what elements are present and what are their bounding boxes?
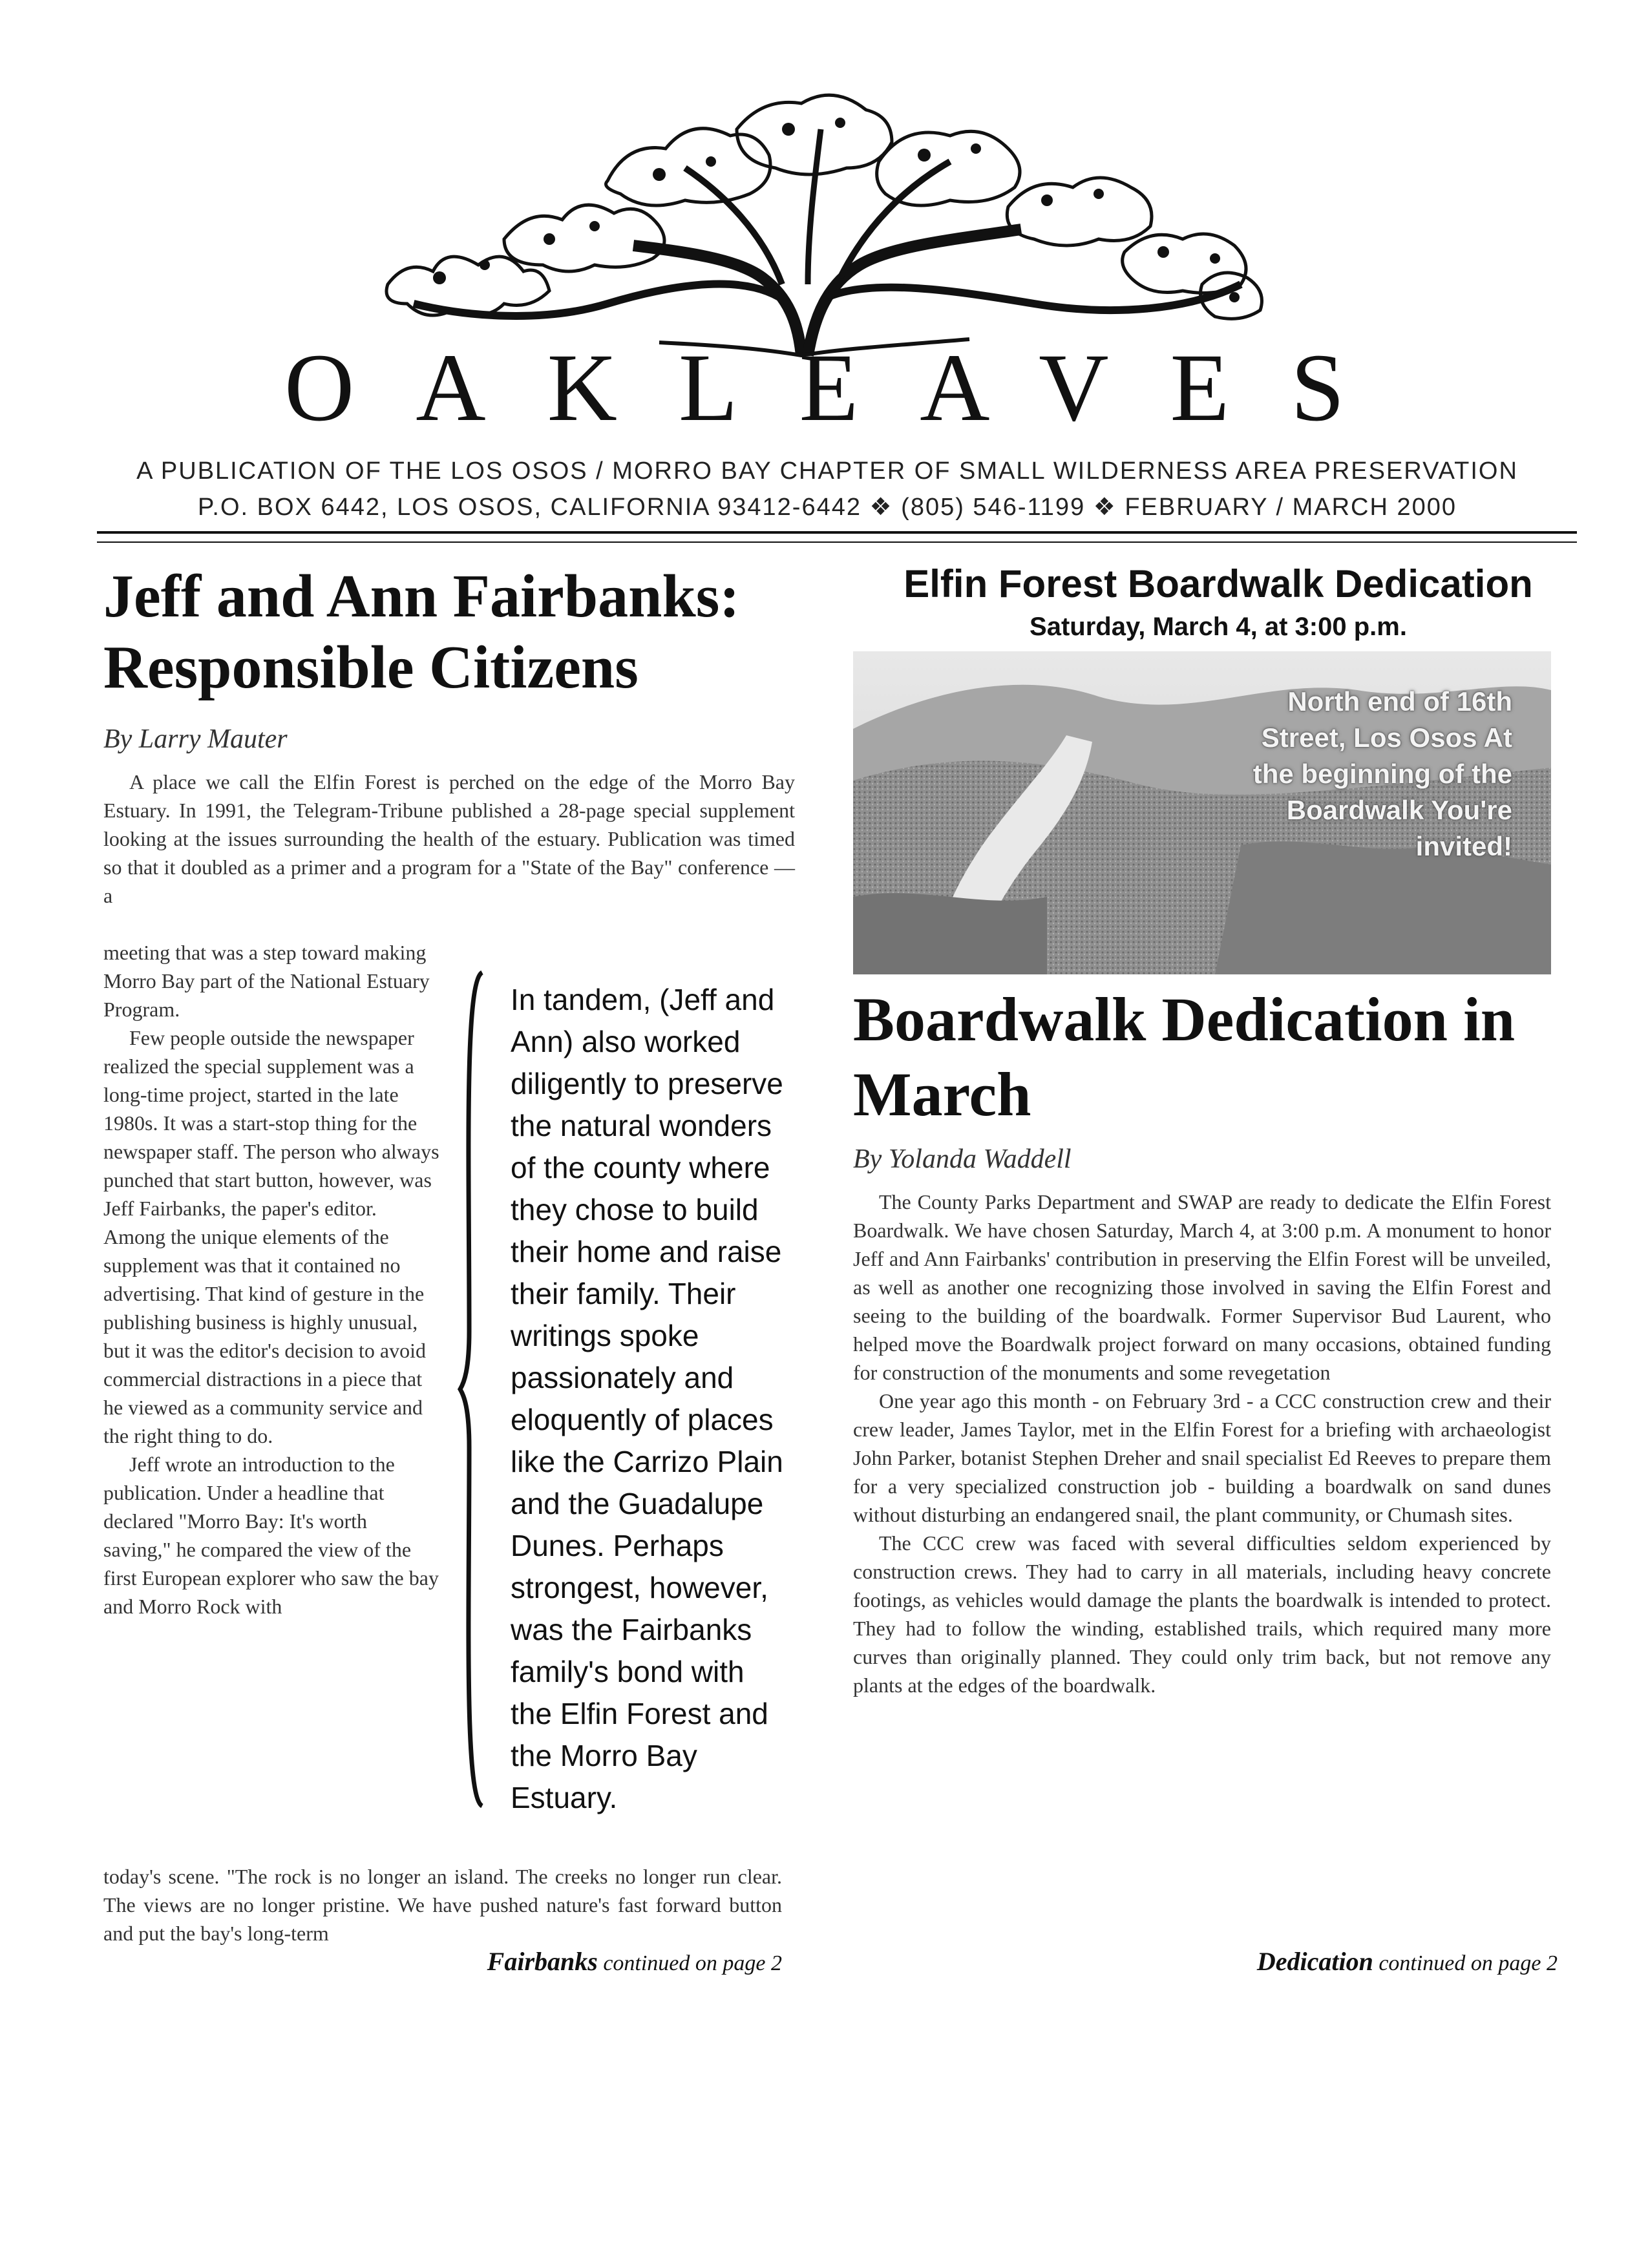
- continued-key: Dedication: [1256, 1947, 1373, 1976]
- fairbanks-paragraph-3: Few people outside the newspaper realized the special supplement was a long-time project, started in the late 1980s. It was a start-stop thing for the newspaper staff. The person who always punched that start button, however, was Jeff Fairbanks, the paper's editor. Among the unique elements of the supplement was that it contained no advertising. That kind of gesture in the publishing business is highly unusual, but it was the editor's decision to avoid commercial distractions in a piece that he viewed as a community service and the right thing to do.: [103, 1026, 439, 1447]
- boardwalk-photo: [853, 651, 1551, 974]
- fairbanks-pull-quote: In tandem, (Jeff and Ann) also worked diligently to preserve the natural wonders of the county where they chose to build their home and raise their family. Their writings spoke passionately and eloquently of places like the Carrizo Plain and the Guadalupe Dunes. Perhaps strongest, however, was the Fairbanks family's bond with the Elfin Forest and the Morro Bay Estuary.: [511, 983, 783, 1814]
- fairbanks-byline: By Larry Mauter: [103, 724, 288, 754]
- oak-tree-icon: [271, 90, 1357, 362]
- dedication-continued-link[interactable]: [1163, 1946, 1558, 1977]
- fairbanks-narrow-column: [103, 938, 439, 1621]
- pull-quote-brace: [458, 969, 490, 1809]
- fairbanks-paragraph-4: Jeff wrote an introduction to the publication. Under a headline that declared "Morro Bay: It's worth saving," he compared the view of the first European explorer who saw the bay and Morro Rock with: [103, 1453, 439, 1618]
- publication-line: A PUBLICATION OF THE LOS OSOS / MORRO BAY CHAPTER OF SMALL WILDERNESS AREA PRESERVATION: [136, 457, 1518, 485]
- fairbanks-paragraph-2: meeting that was a step toward making Morro Bay part of the National Estuary Program.: [103, 941, 430, 1021]
- boardwalk-body: [853, 1188, 1551, 1699]
- boardwalk-headline: Boardwalk Dedication in March: [853, 985, 1516, 1129]
- address-date-line: P.O. BOX 6442, LOS OSOS, CALIFORNIA 93412-6442 ❖ (805) 546-1199 ❖ FEBRUARY / MARCH 2000: [197, 494, 1457, 521]
- dedication-event-date: Saturday, March 4, at 3:00 p.m.: [1030, 613, 1407, 641]
- photo-caption: North end of 16th Street, Los Osos At the beginning of the Boardwalk You're invited!: [1252, 686, 1512, 861]
- continued-key: Fairbanks: [487, 1947, 598, 1976]
- boardwalk-byline: By Yolanda Waddell: [853, 1144, 1072, 1174]
- fairbanks-paragraph-1: A place we call the Elfin Forest is perched on the edge of the Morro Bay Estuary. In 1991, the Telegram-Tribune published a 28-page special supplement looking at the issues surrounding the health of the estuary. Publication was timed so that it doubled as a primer and a program for a "State of the Bay" conference — a: [103, 770, 795, 907]
- boardwalk-paragraph-3: The CCC crew was faced with several difficulties seldom experienced by construction crews. They had to carry in all materials, including heavy concrete footings, as vehicles would damage the plants the boardwalk is intended to protect. They had to follow the winding, established trails, which required many more curves than originally planned. They could only trim back, but not remove any plants at the edges of the boardwalk.: [853, 1531, 1551, 1697]
- masthead-rule-thick: [97, 531, 1577, 534]
- continued-text: continued on page 2: [1373, 1951, 1558, 1975]
- fairbanks-continued-link[interactable]: [485, 1946, 782, 1977]
- continued-text: continued on page 2: [597, 1951, 782, 1975]
- boardwalk-paragraph-2: One year ago this month - on February 3rd - a CCC construction crew and their crew leader, James Taylor, met in the Elfin Forest for a briefing with archaeologist John Parker, botanist Stephen Dreher and snail specialist Ed Reeves to prepare them for a very specialized construction job - building a boardwalk on sand dunes without disturbing an endangered snail, the plant community, or Chumash sites.: [853, 1389, 1551, 1526]
- masthead-rule-thin: [97, 541, 1577, 543]
- masthead-title: OAKLEAVES: [284, 334, 1406, 441]
- fairbanks-headline: Jeff and Ann Fairbanks: Responsible Citizens: [103, 563, 740, 701]
- boardwalk-paragraph-1: The County Parks Department and SWAP are ready to dedicate the Elfin Forest Boardwalk. We have chosen Saturday, March 4, at 3:00 p.m. A monument to honor Jeff and Ann Fairbanks' contribution in preserving the Elfin Forest will be unveiled, as well as another one recognizing those involved in saving the Elfin Forest and seeing to the building of the boardwalk. Former Supervisor Bud Laurent, who helped move the Boardwalk project forward on many occasions, obtained funding for construction of the monuments and some revegetation: [853, 1190, 1551, 1384]
- fairbanks-paragraph-5: today's scene. "The rock is no longer an island. The creeks no longer run clear. The views are no longer pristine. We have pushed nature's fast forward button and put the bay's long-term: [103, 1865, 782, 1945]
- dedication-event-title: Elfin Forest Boardwalk Dedication: [903, 562, 1533, 605]
